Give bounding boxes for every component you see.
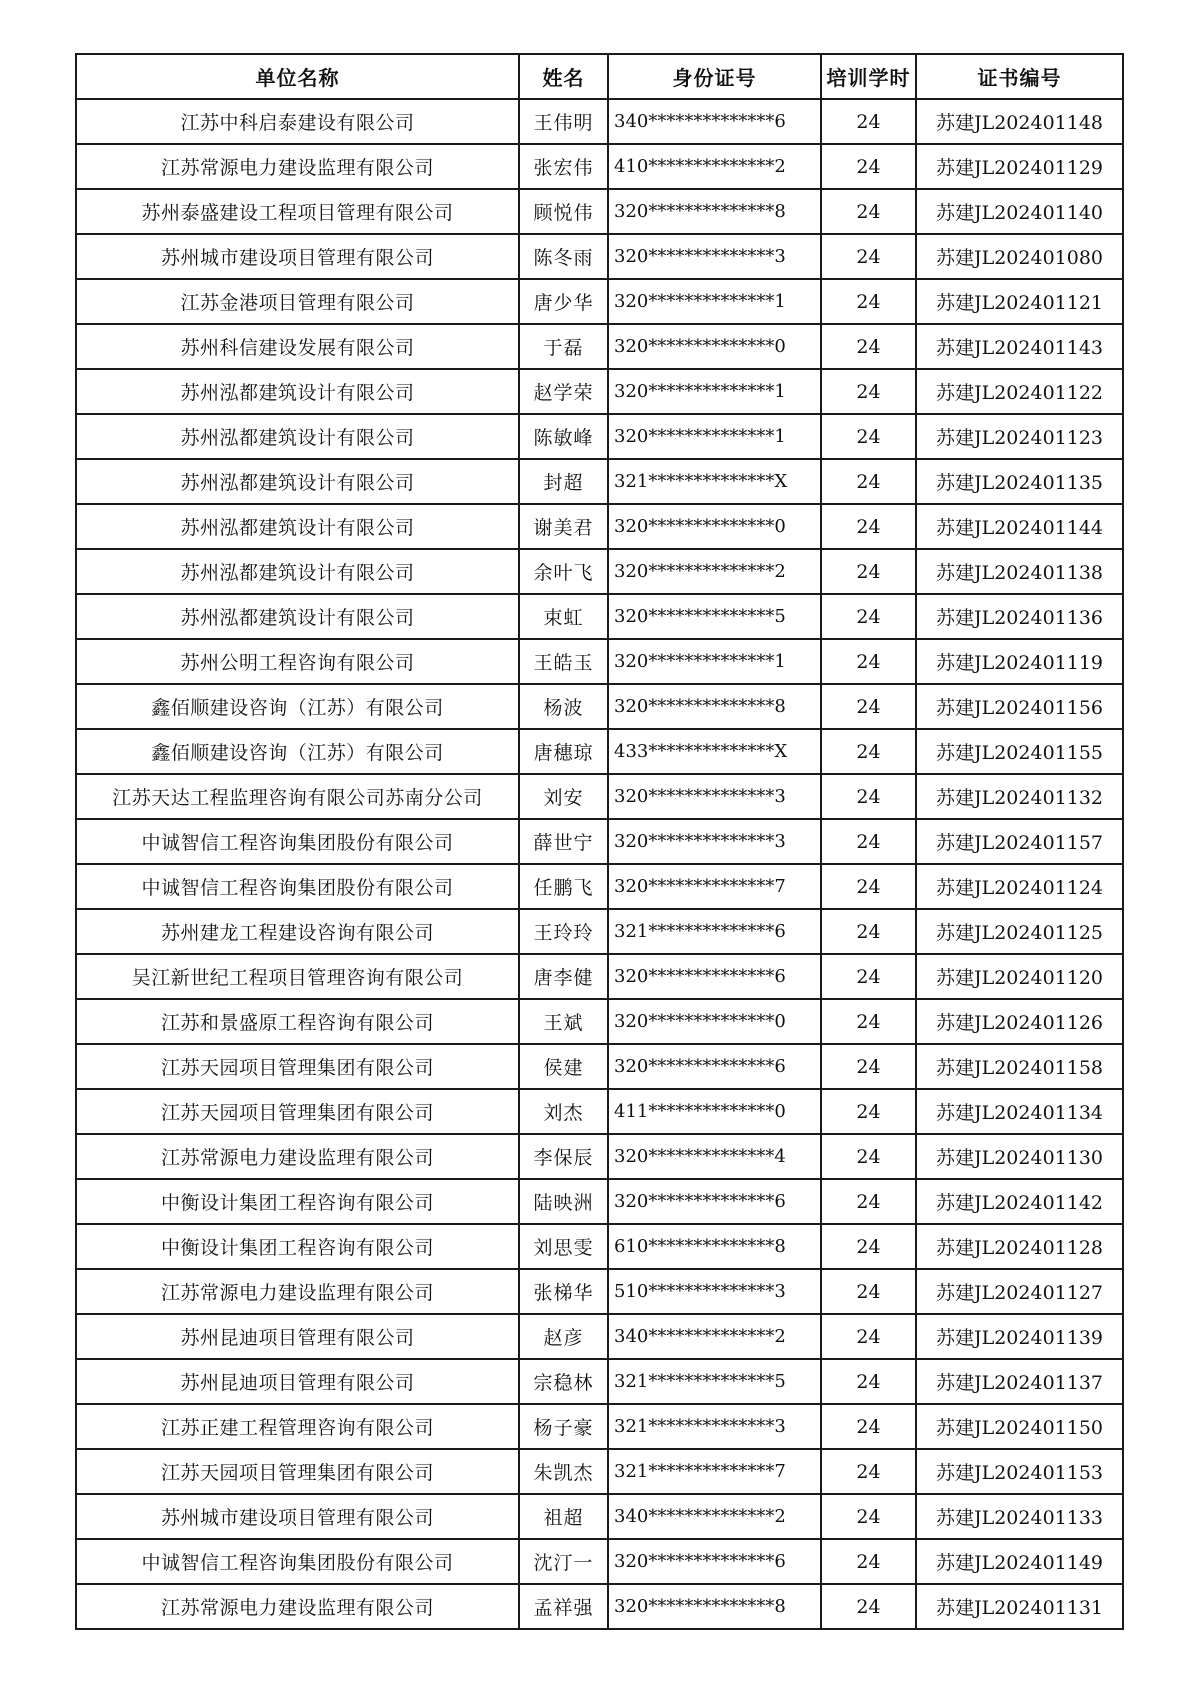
id-number-cell: 321**************5 <box>608 1359 821 1404</box>
id-number-cell: 321**************6 <box>608 909 821 954</box>
company-cell: 江苏金港项目管理有限公司 <box>76 279 519 324</box>
company-cell: 吴江新世纪工程项目管理咨询有限公司 <box>76 954 519 999</box>
id-number-cell: 320**************8 <box>608 189 821 234</box>
training-hours-cell: 24 <box>821 774 916 819</box>
certificate-number-cell: 苏建JL202401148 <box>916 99 1123 144</box>
training-hours-cell: 24 <box>821 954 916 999</box>
training-hours-cell: 24 <box>821 549 916 594</box>
table-row <box>76 1179 1123 1224</box>
table-row <box>76 549 1123 594</box>
training-hours-cell: 24 <box>821 1179 916 1224</box>
table-row <box>76 324 1123 369</box>
name-cell: 唐穗琼 <box>519 729 608 774</box>
certificate-number-cell: 苏建JL202401127 <box>916 1269 1123 1314</box>
table-row <box>76 1224 1123 1269</box>
certificate-number-cell: 苏建JL202401129 <box>916 144 1123 189</box>
certificate-number-cell: 苏建JL202401124 <box>916 864 1123 909</box>
name-cell: 张梯华 <box>519 1269 608 1314</box>
table-row <box>76 999 1123 1044</box>
table-row <box>76 1539 1123 1584</box>
id-number-cell: 320**************1 <box>608 369 821 414</box>
id-number-cell: 320**************5 <box>608 594 821 639</box>
certificate-number-cell: 苏建JL202401121 <box>916 279 1123 324</box>
certificate-number-cell: 苏建JL202401142 <box>916 1179 1123 1224</box>
table-row <box>76 189 1123 234</box>
company-cell: 鑫佰顺建设咨询（江苏）有限公司 <box>76 729 519 774</box>
training-hours-cell: 24 <box>821 324 916 369</box>
name-cell: 唐李健 <box>519 954 608 999</box>
name-cell: 薛世宁 <box>519 819 608 864</box>
name-cell: 顾悦伟 <box>519 189 608 234</box>
id-number-cell: 320**************6 <box>608 1179 821 1224</box>
name-cell: 张宏伟 <box>519 144 608 189</box>
name-cell: 杨波 <box>519 684 608 729</box>
id-number-cell: 340**************2 <box>608 1494 821 1539</box>
certificate-number-cell: 苏建JL202401120 <box>916 954 1123 999</box>
id-number-cell: 411**************0 <box>608 1089 821 1134</box>
training-hours-cell: 24 <box>821 1359 916 1404</box>
certificate-number-cell: 苏建JL202401139 <box>916 1314 1123 1359</box>
certificate-number-cell: 苏建JL202401150 <box>916 1404 1123 1449</box>
name-cell: 任鹏飞 <box>519 864 608 909</box>
certificate-number-cell: 苏建JL202401122 <box>916 369 1123 414</box>
training-hours-cell: 24 <box>821 144 916 189</box>
id-number-cell: 320**************7 <box>608 864 821 909</box>
training-hours-cell: 24 <box>821 1089 916 1134</box>
name-cell: 刘思雯 <box>519 1224 608 1269</box>
id-number-cell: 320**************8 <box>608 684 821 729</box>
company-cell: 中诚智信工程咨询集团股份有限公司 <box>76 819 519 864</box>
certificate-number-cell: 苏建JL202401136 <box>916 594 1123 639</box>
table-row <box>76 1134 1123 1179</box>
company-cell: 江苏常源电力建设监理有限公司 <box>76 1584 519 1629</box>
certificate-number-cell: 苏建JL202401133 <box>916 1494 1123 1539</box>
table-row <box>76 594 1123 639</box>
training-roster-sheet <box>75 53 1122 1630</box>
company-cell: 苏州城市建设项目管理有限公司 <box>76 234 519 279</box>
name-cell: 侯建 <box>519 1044 608 1089</box>
id-number-cell: 321**************7 <box>608 1449 821 1494</box>
id-number-cell: 320**************8 <box>608 1584 821 1629</box>
id-number-cell: 510**************3 <box>608 1269 821 1314</box>
certificate-number-cell: 苏建JL202401119 <box>916 639 1123 684</box>
id-number-cell: 321**************X <box>608 459 821 504</box>
name-cell: 封超 <box>519 459 608 504</box>
certificate-number-cell: 苏建JL202401130 <box>916 1134 1123 1179</box>
id-number-cell: 320**************6 <box>608 1044 821 1089</box>
company-cell: 苏州泰盛建设工程项目管理有限公司 <box>76 189 519 234</box>
name-cell: 刘安 <box>519 774 608 819</box>
id-number-cell: 320**************0 <box>608 504 821 549</box>
table-row <box>76 819 1123 864</box>
table-row <box>76 639 1123 684</box>
certificate-number-cell: 苏建JL202401135 <box>916 459 1123 504</box>
header-company: 单位名称 <box>76 54 519 99</box>
certificate-number-cell: 苏建JL202401126 <box>916 999 1123 1044</box>
table-row <box>76 1449 1123 1494</box>
table-row <box>76 1584 1123 1629</box>
company-cell: 苏州昆迪项目管理有限公司 <box>76 1359 519 1404</box>
id-number-cell: 320**************3 <box>608 234 821 279</box>
certificate-number-cell: 苏建JL202401155 <box>916 729 1123 774</box>
name-cell: 孟祥强 <box>519 1584 608 1629</box>
id-number-cell: 320**************6 <box>608 1539 821 1584</box>
id-number-cell: 320**************3 <box>608 774 821 819</box>
company-cell: 苏州科信建设发展有限公司 <box>76 324 519 369</box>
training-hours-cell: 24 <box>821 1314 916 1359</box>
name-cell: 刘杰 <box>519 1089 608 1134</box>
company-cell: 中衡设计集团工程咨询有限公司 <box>76 1224 519 1269</box>
certificate-number-cell: 苏建JL202401158 <box>916 1044 1123 1089</box>
company-cell: 苏州城市建设项目管理有限公司 <box>76 1494 519 1539</box>
training-hours-cell: 24 <box>821 1584 916 1629</box>
name-cell: 王皓玉 <box>519 639 608 684</box>
id-number-cell: 340**************2 <box>608 1314 821 1359</box>
table-row <box>76 1359 1123 1404</box>
training-hours-cell: 24 <box>821 189 916 234</box>
table-body <box>76 99 1123 1629</box>
id-number-cell: 320**************6 <box>608 954 821 999</box>
id-number-cell: 320**************4 <box>608 1134 821 1179</box>
certificate-number-cell: 苏建JL202401134 <box>916 1089 1123 1134</box>
certificate-number-cell: 苏建JL202401138 <box>916 549 1123 594</box>
training-hours-cell: 24 <box>821 594 916 639</box>
table-header <box>76 54 1123 99</box>
certificate-number-cell: 苏建JL202401128 <box>916 1224 1123 1269</box>
training-hours-cell: 24 <box>821 414 916 459</box>
company-cell: 江苏正建工程管理咨询有限公司 <box>76 1404 519 1449</box>
training-hours-cell: 24 <box>821 1044 916 1089</box>
training-hours-cell: 24 <box>821 909 916 954</box>
training-hours-cell: 24 <box>821 459 916 504</box>
id-number-cell: 320**************0 <box>608 324 821 369</box>
table-row <box>76 459 1123 504</box>
company-cell: 中衡设计集团工程咨询有限公司 <box>76 1179 519 1224</box>
company-cell: 中诚智信工程咨询集团股份有限公司 <box>76 1539 519 1584</box>
certificate-number-cell: 苏建JL202401143 <box>916 324 1123 369</box>
company-cell: 江苏天园项目管理集团有限公司 <box>76 1044 519 1089</box>
company-cell: 江苏天园项目管理集团有限公司 <box>76 1449 519 1494</box>
training-hours-cell: 24 <box>821 99 916 144</box>
company-cell: 江苏常源电力建设监理有限公司 <box>76 144 519 189</box>
id-number-cell: 320**************1 <box>608 279 821 324</box>
company-cell: 鑫佰顺建设咨询（江苏）有限公司 <box>76 684 519 729</box>
training-hours-cell: 24 <box>821 1539 916 1584</box>
certificate-number-cell: 苏建JL202401080 <box>916 234 1123 279</box>
header-hours: 培训学时 <box>821 54 916 99</box>
training-hours-cell: 24 <box>821 1269 916 1314</box>
company-cell: 江苏天达工程监理咨询有限公司苏南分公司 <box>76 774 519 819</box>
training-hours-cell: 24 <box>821 279 916 324</box>
training-hours-cell: 24 <box>821 504 916 549</box>
training-hours-cell: 24 <box>821 639 916 684</box>
table-row <box>76 864 1123 909</box>
name-cell: 于磊 <box>519 324 608 369</box>
name-cell: 王玲玲 <box>519 909 608 954</box>
company-cell: 江苏常源电力建设监理有限公司 <box>76 1134 519 1179</box>
table-row <box>76 1314 1123 1359</box>
training-hours-cell: 24 <box>821 369 916 414</box>
table-row <box>76 144 1123 189</box>
company-cell: 苏州昆迪项目管理有限公司 <box>76 1314 519 1359</box>
table-row <box>76 414 1123 459</box>
table-row <box>76 1269 1123 1314</box>
training-hours-cell: 24 <box>821 819 916 864</box>
id-number-cell: 410**************2 <box>608 144 821 189</box>
training-hours-cell: 24 <box>821 234 916 279</box>
name-cell: 祖超 <box>519 1494 608 1539</box>
table-row <box>76 234 1123 279</box>
certificate-number-cell: 苏建JL202401131 <box>916 1584 1123 1629</box>
certificate-number-cell: 苏建JL202401153 <box>916 1449 1123 1494</box>
company-cell: 苏州泓都建筑设计有限公司 <box>76 459 519 504</box>
training-hours-cell: 24 <box>821 1494 916 1539</box>
table-row <box>76 279 1123 324</box>
table-row <box>76 729 1123 774</box>
name-cell: 唐少华 <box>519 279 608 324</box>
table-row <box>76 369 1123 414</box>
certificate-number-cell: 苏建JL202401125 <box>916 909 1123 954</box>
training-hours-cell: 24 <box>821 1224 916 1269</box>
table-row <box>76 909 1123 954</box>
name-cell: 陈冬雨 <box>519 234 608 279</box>
id-number-cell: 321**************3 <box>608 1404 821 1449</box>
table-row <box>76 1089 1123 1134</box>
company-cell: 苏州泓都建筑设计有限公司 <box>76 504 519 549</box>
training-hours-cell: 24 <box>821 684 916 729</box>
id-number-cell: 320**************1 <box>608 639 821 684</box>
certificate-number-cell: 苏建JL202401156 <box>916 684 1123 729</box>
company-cell: 苏州泓都建筑设计有限公司 <box>76 594 519 639</box>
id-number-cell: 340**************6 <box>608 99 821 144</box>
company-cell: 江苏和景盛原工程咨询有限公司 <box>76 999 519 1044</box>
company-cell: 苏州泓都建筑设计有限公司 <box>76 369 519 414</box>
header-id: 身份证号 <box>608 54 821 99</box>
training-hours-cell: 24 <box>821 999 916 1044</box>
company-cell: 苏州泓都建筑设计有限公司 <box>76 414 519 459</box>
name-cell: 赵彦 <box>519 1314 608 1359</box>
name-cell: 束虹 <box>519 594 608 639</box>
name-cell: 余叶飞 <box>519 549 608 594</box>
id-number-cell: 320**************0 <box>608 999 821 1044</box>
company-cell: 江苏中科启泰建设有限公司 <box>76 99 519 144</box>
table-row <box>76 1044 1123 1089</box>
certificate-number-cell: 苏建JL202401123 <box>916 414 1123 459</box>
table-row <box>76 774 1123 819</box>
name-cell: 沈汀一 <box>519 1539 608 1584</box>
name-cell: 宗稳林 <box>519 1359 608 1404</box>
company-cell: 苏州公明工程咨询有限公司 <box>76 639 519 684</box>
training-hours-cell: 24 <box>821 1449 916 1494</box>
certificate-number-cell: 苏建JL202401149 <box>916 1539 1123 1584</box>
training-hours-cell: 24 <box>821 864 916 909</box>
certificate-number-cell: 苏建JL202401157 <box>916 819 1123 864</box>
table-row <box>76 1404 1123 1449</box>
name-cell: 李保辰 <box>519 1134 608 1179</box>
certificate-number-cell: 苏建JL202401137 <box>916 1359 1123 1404</box>
name-cell: 杨子豪 <box>519 1404 608 1449</box>
header-cert: 证书编号 <box>916 54 1123 99</box>
id-number-cell: 320**************1 <box>608 414 821 459</box>
table-row <box>76 1494 1123 1539</box>
training-hours-cell: 24 <box>821 1404 916 1449</box>
training-hours-cell: 24 <box>821 729 916 774</box>
name-cell: 赵学荣 <box>519 369 608 414</box>
company-cell: 江苏天园项目管理集团有限公司 <box>76 1089 519 1134</box>
company-cell: 江苏常源电力建设监理有限公司 <box>76 1269 519 1314</box>
id-number-cell: 610**************8 <box>608 1224 821 1269</box>
id-number-cell: 320**************2 <box>608 549 821 594</box>
certificate-number-cell: 苏建JL202401140 <box>916 189 1123 234</box>
table-row <box>76 954 1123 999</box>
name-cell: 谢美君 <box>519 504 608 549</box>
name-cell: 朱凯杰 <box>519 1449 608 1494</box>
header-row <box>76 54 1123 99</box>
name-cell: 陈敏峰 <box>519 414 608 459</box>
table-row <box>76 684 1123 729</box>
certificate-number-cell: 苏建JL202401144 <box>916 504 1123 549</box>
header-name: 姓名 <box>519 54 608 99</box>
name-cell: 王斌 <box>519 999 608 1044</box>
table-row <box>76 99 1123 144</box>
name-cell: 王伟明 <box>519 99 608 144</box>
company-cell: 苏州泓都建筑设计有限公司 <box>76 549 519 594</box>
name-cell: 陆映洲 <box>519 1179 608 1224</box>
company-cell: 中诚智信工程咨询集团股份有限公司 <box>76 864 519 909</box>
training-roster-table <box>75 53 1124 1630</box>
table-row <box>76 504 1123 549</box>
id-number-cell: 433**************X <box>608 729 821 774</box>
company-cell: 苏州建龙工程建设咨询有限公司 <box>76 909 519 954</box>
certificate-number-cell: 苏建JL202401132 <box>916 774 1123 819</box>
id-number-cell: 320**************3 <box>608 819 821 864</box>
training-hours-cell: 24 <box>821 1134 916 1179</box>
